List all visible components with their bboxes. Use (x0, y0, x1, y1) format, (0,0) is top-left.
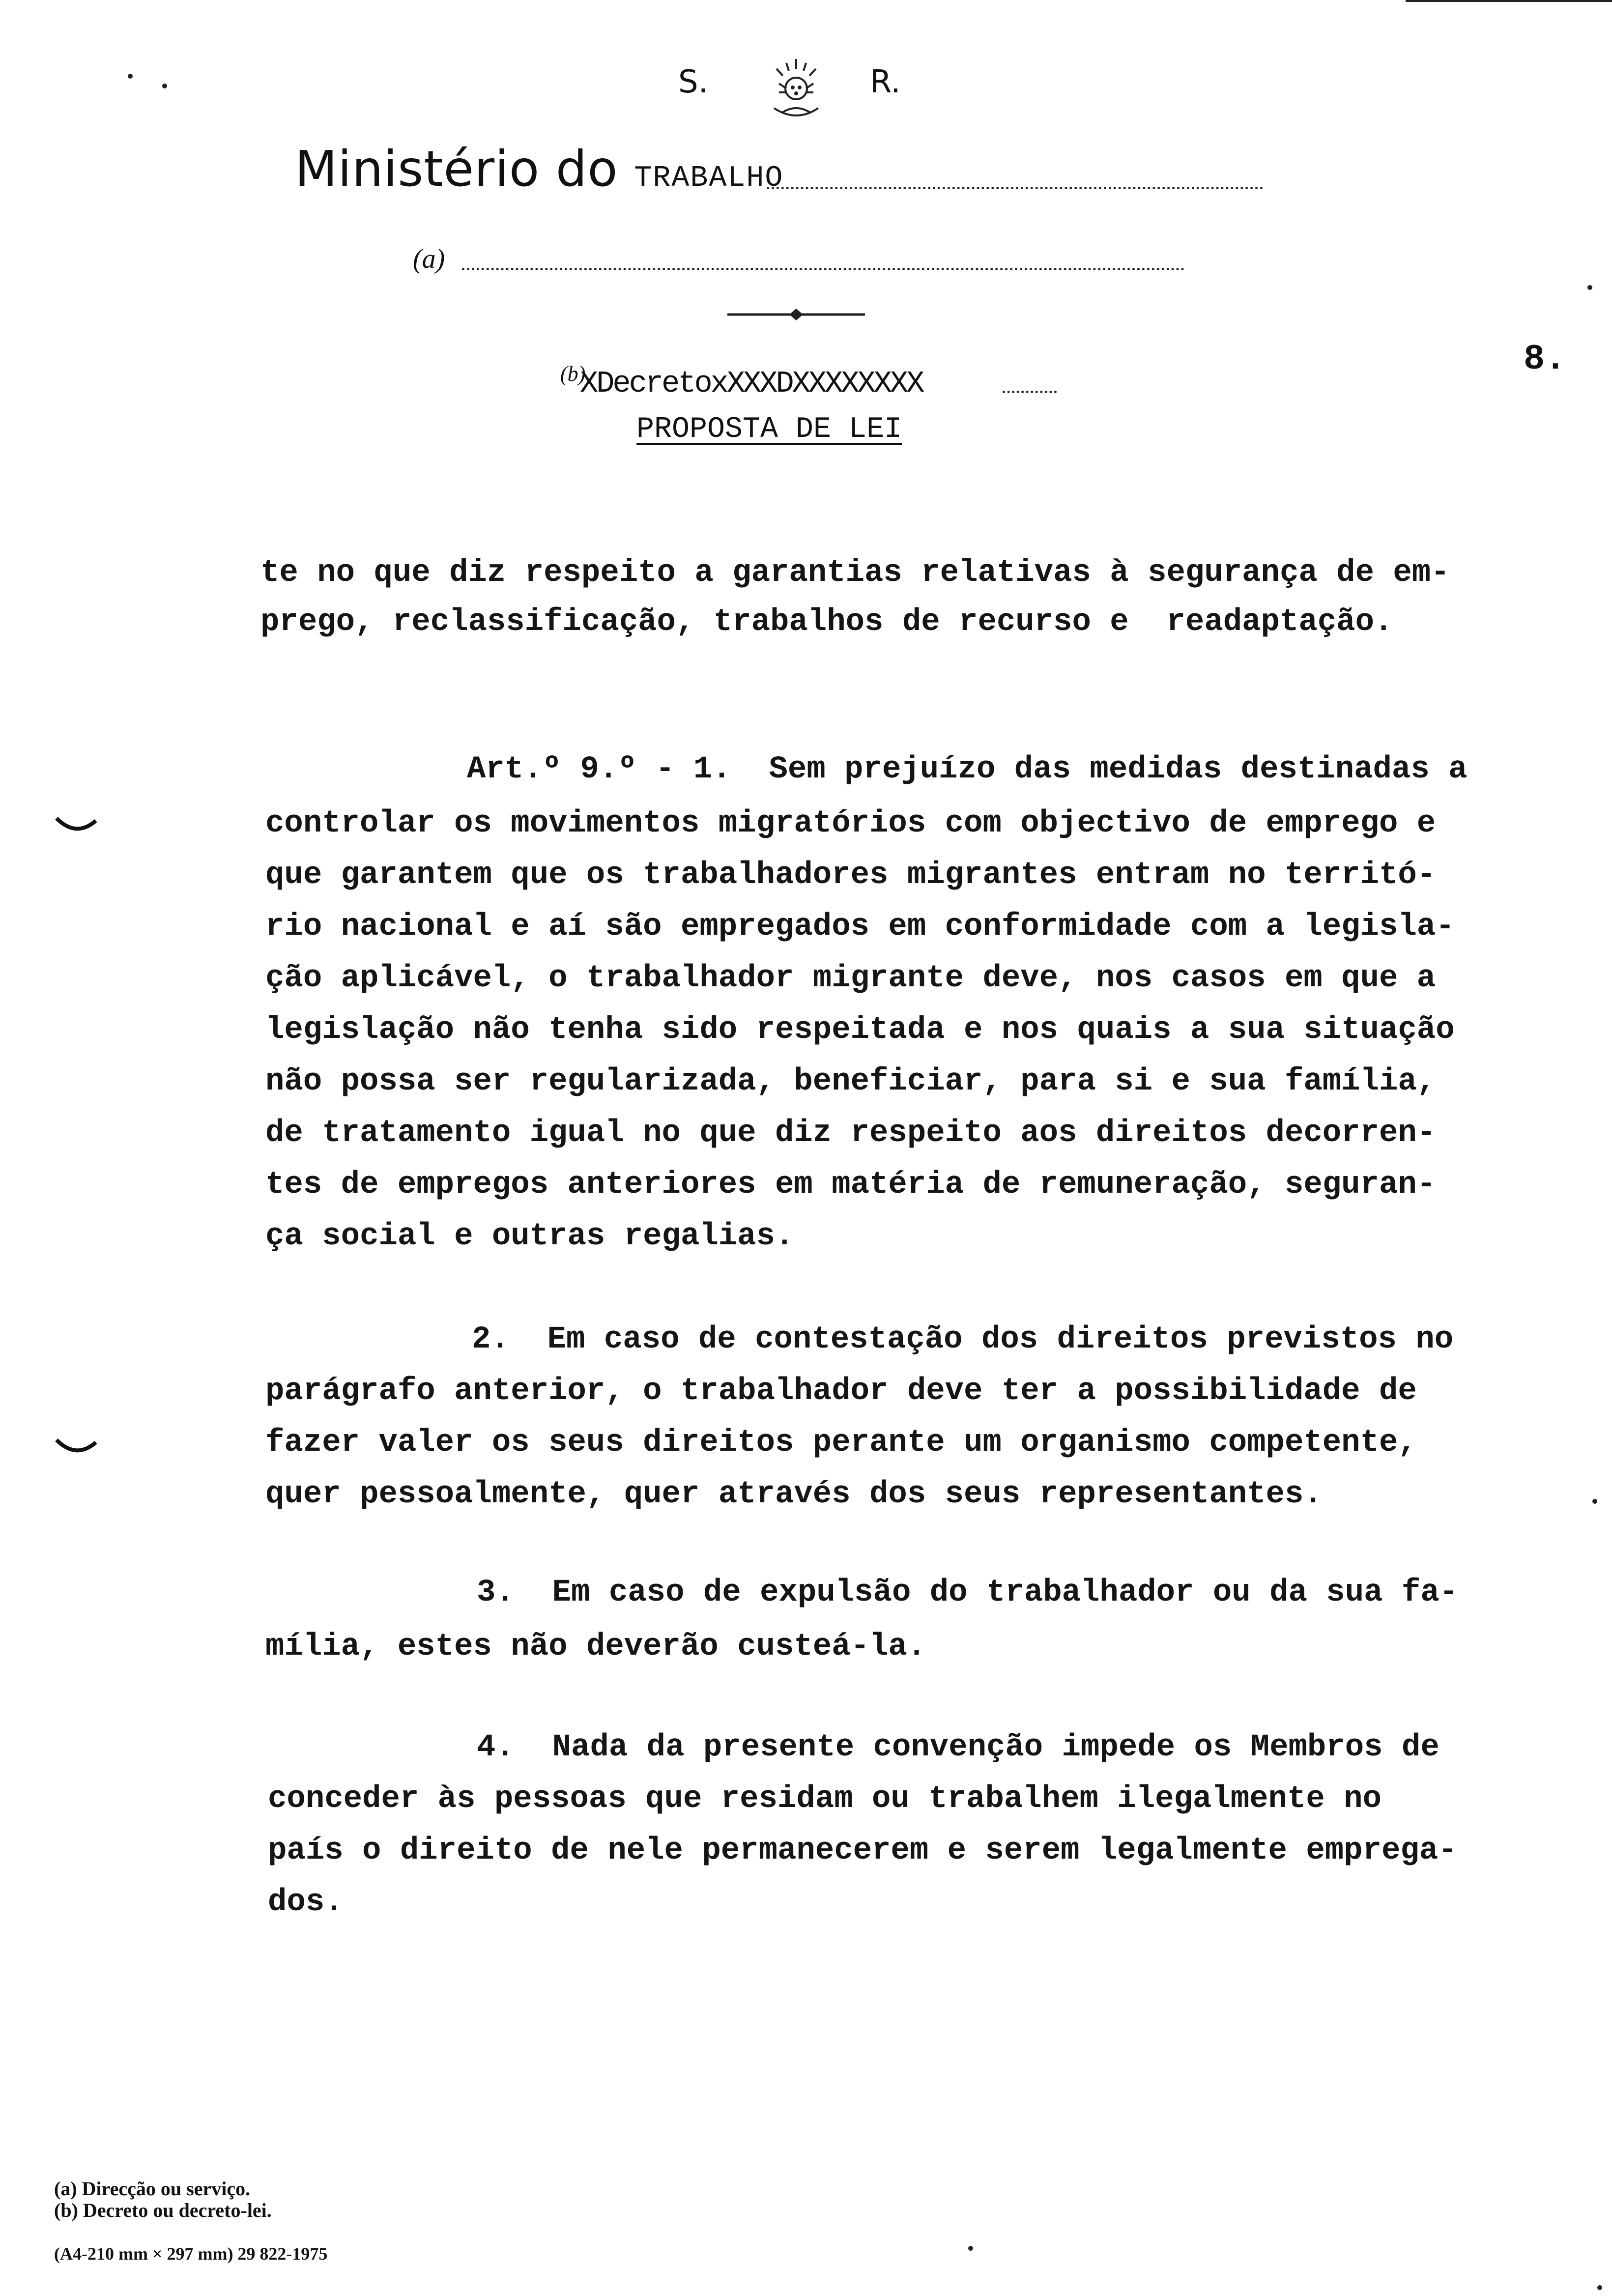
paper-speck (968, 2246, 973, 2251)
body-line: ção aplicável, o trabalhador migrante deve, nos casos em que a (265, 961, 1436, 996)
punch-hole-icon (54, 816, 98, 835)
body-text (260, 0, 1583, 2296)
ministry-name: TRABALHO (634, 162, 784, 195)
letterhead-s: S. (678, 64, 708, 100)
body-line: parágrafo anterior, o trabalhador deve ter a possibilidade de (265, 1374, 1417, 1409)
body-line: controlar os movimentos migratórios com objectivo de emprego e (265, 806, 1436, 841)
footnote-b: (b) Decreto ou decreto-lei. (54, 2199, 272, 2221)
form-code: (A4-210 mm × 297 mm) 29 822-1975 (54, 2244, 328, 2264)
body-line: 2. Em caso de contestação dos direitos previstos no (472, 1322, 1454, 1357)
letterhead-r: R. (870, 64, 901, 100)
body-line: de tratamento igual no que diz respeito aos direitos decorren- (265, 1116, 1436, 1151)
footnote-a: (a) Direcção ou serviço. (54, 2178, 251, 2200)
body-line: ça social e outras regalias. (265, 1219, 794, 1254)
paper-speck (1592, 1499, 1597, 1504)
field-b-label: (b) (560, 362, 586, 386)
body-line: rio nacional e aí são empregados em conformidade com a legisla- (265, 909, 1455, 945)
body-line: te no que diz respeito a garantias relativas à segurança de em- (260, 555, 1450, 591)
paper-speck (1597, 2285, 1602, 2290)
body-line: fazer valer os seus direitos perante um organismo competente, (265, 1425, 1417, 1461)
body-line: prego, reclassificação, trabalhos de recurso e readaptação. (260, 604, 1393, 640)
body-line: 3. Em caso de expulsão do trabalhador ou da sua fa- (477, 1575, 1459, 1610)
paper-speck (1587, 285, 1592, 290)
struck-out-text: XDecretoxXXXDXXXXXXXX (580, 366, 923, 401)
body-line: mília, estes não deverão custeá-la. (265, 1629, 926, 1665)
body-line: 4. Nada da presente convenção impede os Membros de (477, 1730, 1439, 1765)
body-line: quer pessoalmente, quer através dos seus representantes. (265, 1477, 1323, 1512)
body-line: não possa ser regularizada, beneficiar, para si e sua família, (265, 1064, 1436, 1099)
field-a-label: (a) (413, 244, 445, 274)
ministry-prefix: Ministério do (295, 140, 634, 198)
page-number: 8. (1524, 339, 1566, 379)
paper-speck (162, 84, 167, 88)
body-line: dos. (268, 1885, 344, 1920)
body-line: legislação não tenha sido respeitada e nos quais a sua situação (265, 1012, 1455, 1048)
body-line: país o direito de nele permanecerem e serem legalmente emprega- (268, 1833, 1457, 1868)
body-line: tes de empregos anteriores em matéria de remuneração, seguran- (265, 1167, 1436, 1203)
body-line: Art.º 9.º - 1. Sem prejuízo das medidas destinadas a (467, 752, 1468, 787)
punch-hole-icon (54, 1437, 98, 1457)
paper-speck (128, 74, 133, 79)
body-line: conceder às pessoas que residam ou trabalhem ilegalmente no (268, 1781, 1382, 1817)
document-type: PROPOSTA DE LEI (636, 413, 902, 446)
body-line: que garantem que os trabalhadores migrantes entram no territó- (265, 858, 1436, 893)
